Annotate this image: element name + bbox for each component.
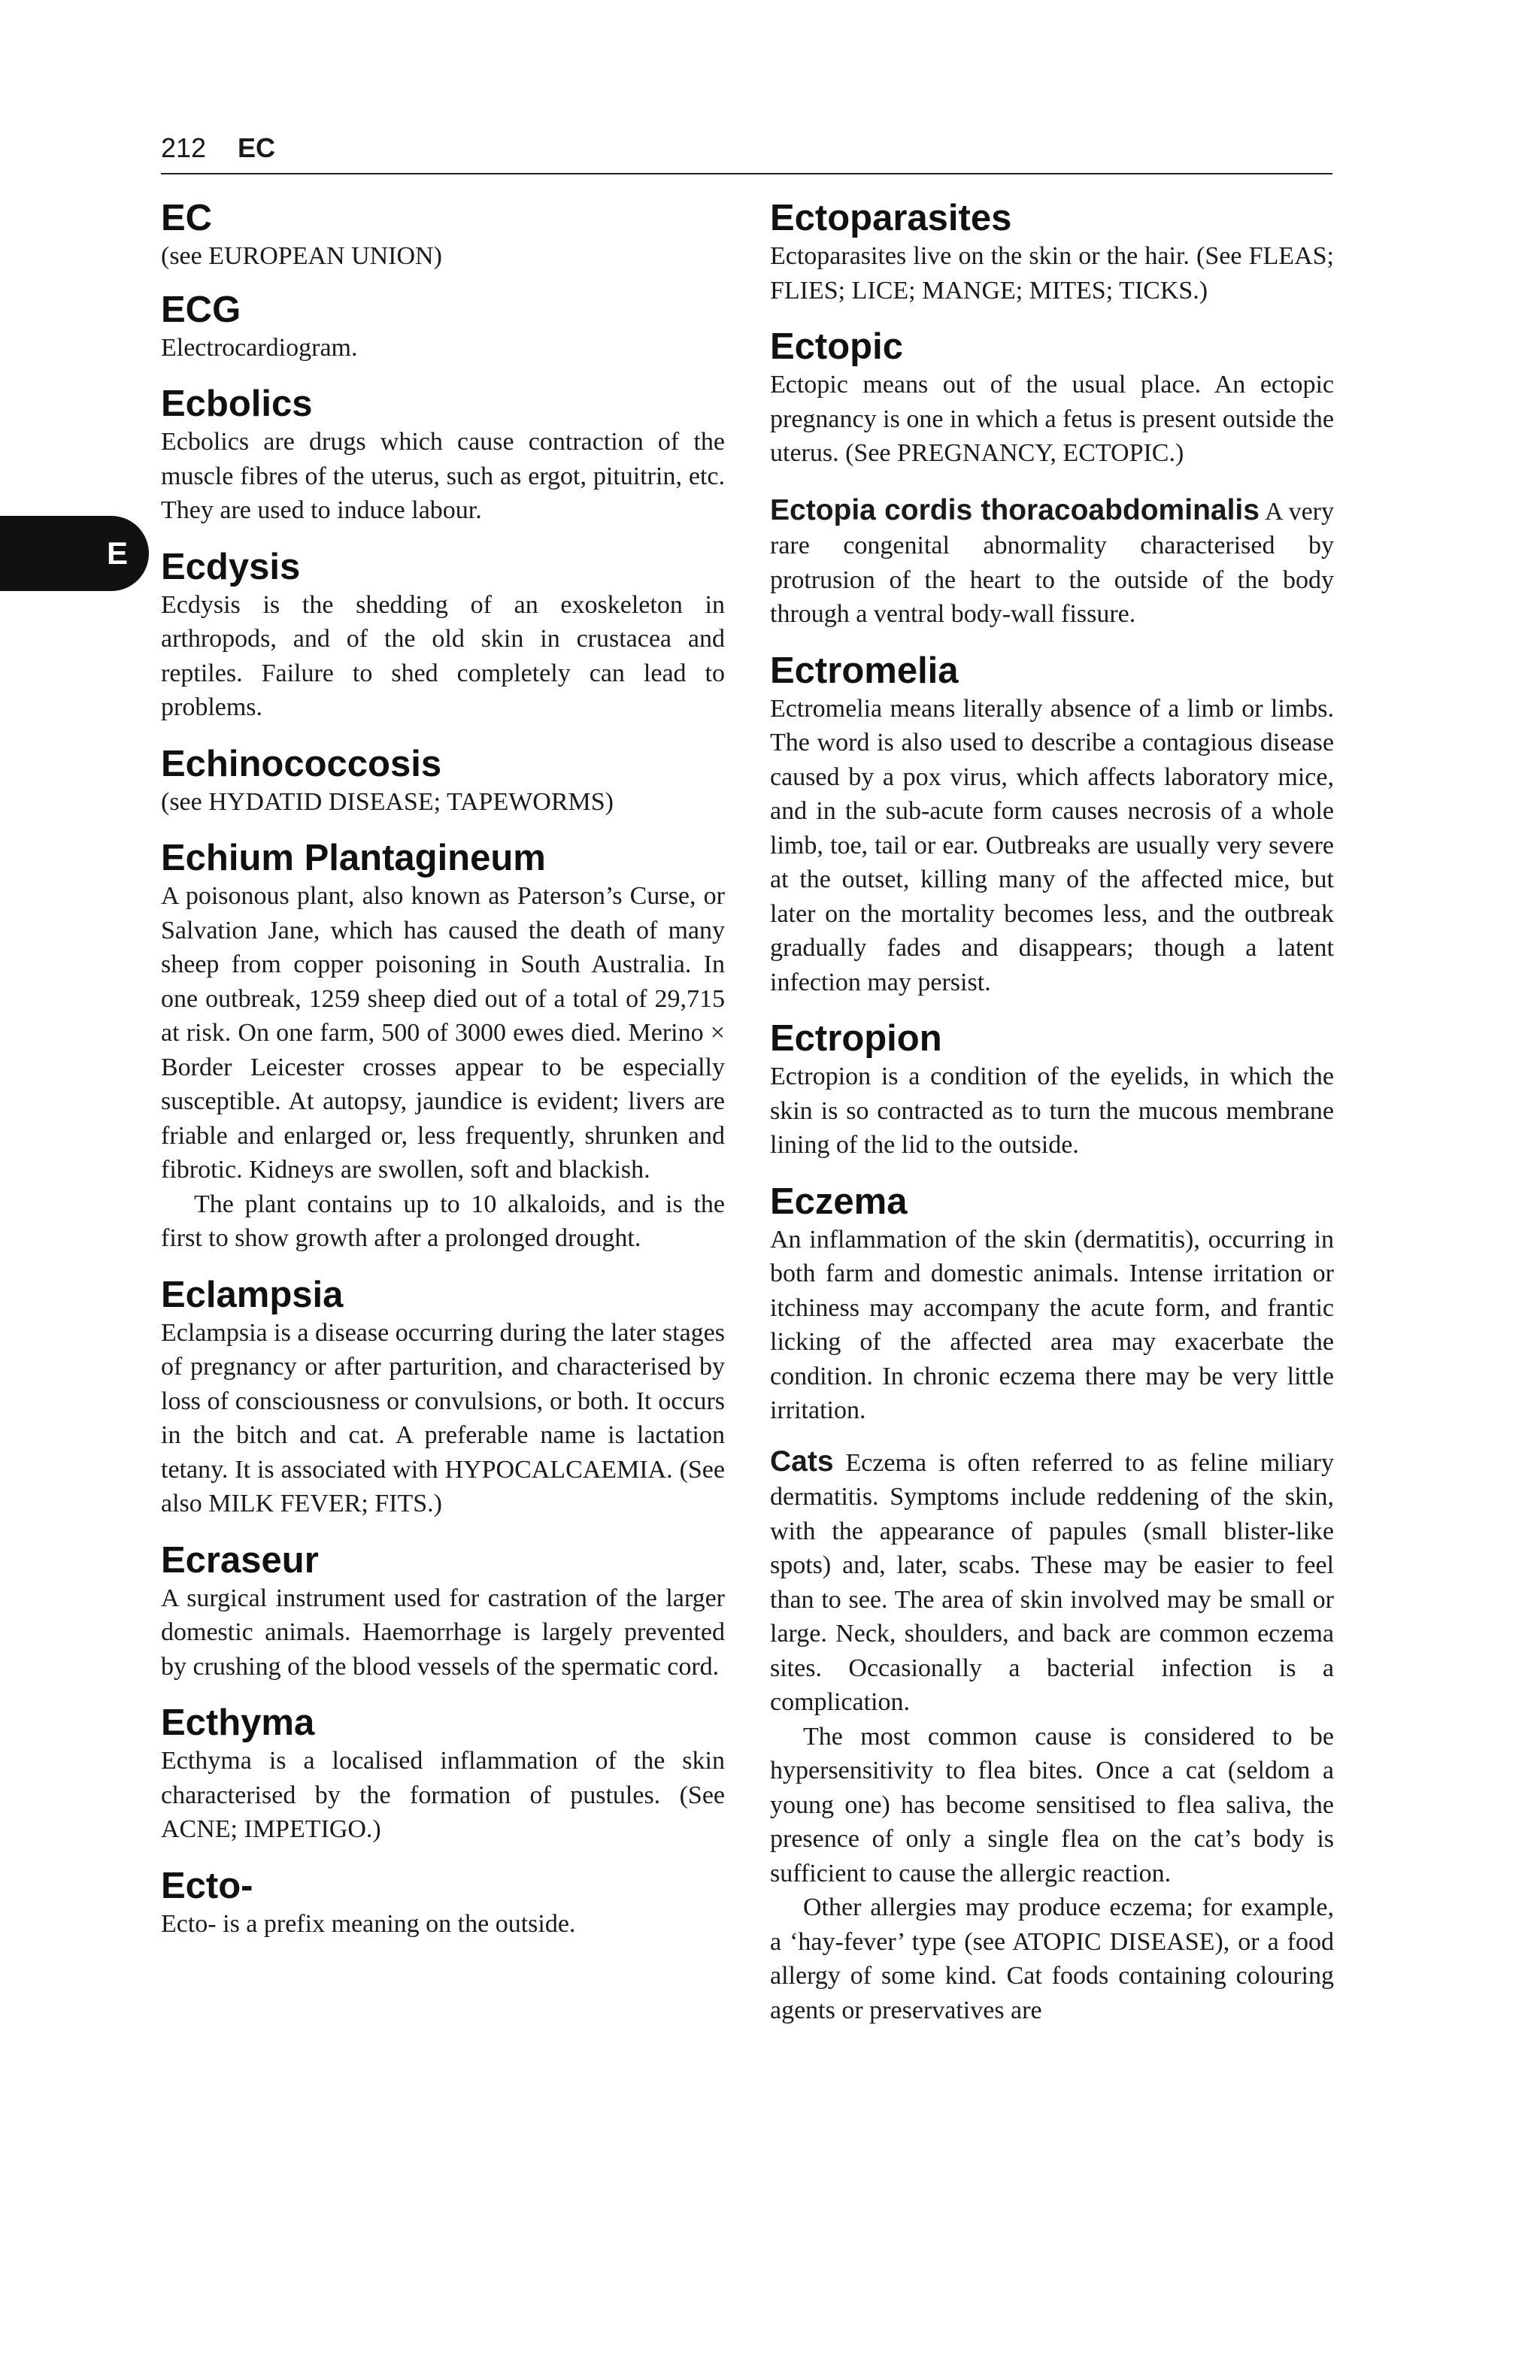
- entry-ectromelia: [770, 650, 1334, 1000]
- entry-echium-plantagineum: [161, 837, 725, 1256]
- entry-heading: Ecto-: [161, 1865, 253, 1906]
- entry-text: Ecdysis is the shedding of an exoskeleton in arthropods, and of the old skin in crustacea and reptiles. Failure to shed completely can lead to problems.: [161, 590, 725, 721]
- entry-text: Ectopic means out of the usual place. An ectopic pregnancy is one in which a fetus is present outside the uterus. (See PREGNANCY, ECTOPIC.): [770, 371, 1334, 467]
- entry-inline-text: A very rare congenital abnormality characterised by protrusion of the heart to the outside of the body through a ventral body-wall fissure.: [770, 497, 1335, 628]
- entry-eclampsia: [161, 1274, 725, 1521]
- entry-heading: Ectoparasites: [770, 198, 1012, 238]
- entry-inline-heading: Ectopia cordis thoracoabdominalis: [770, 493, 1260, 526]
- entry-heading: ECG: [161, 289, 241, 330]
- entry-ecbolics: [161, 383, 725, 528]
- entry-ecg: [161, 289, 725, 365]
- entry-heading: EC: [161, 198, 213, 238]
- entry-text: Other allergies may produce eczema; for example, a ‘hay-fever’ type (see ATOPIC DISEASE), or a food allergy of some kind. Cat foods containing colouring agents or preservatives are: [770, 1893, 1334, 2024]
- entry-text: (see EUROPEAN UNION): [161, 242, 442, 270]
- entry-heading: Ecbolics: [161, 384, 313, 424]
- entry-text: Ectromelia means literally absence of a limb or limbs. The word is also used to describe a contagious disease caused by a pox virus, which affects laboratory mice, and in the sub-acute form causes necrosis of a whole limb, toe, tail or ear. Outbreaks are usually very severe at the outset, killing many of the affected mice, but later on the mortality becomes less, and the outbreak gradually fades and disappears; though a latent infection may persist.: [770, 694, 1334, 996]
- running-header: [161, 126, 1332, 174]
- entry-text: Ecbolics are drugs which cause contraction of the muscle fibres of the uterus, such as ergot, pituitrin, etc. They are used to induce labour.: [161, 428, 725, 524]
- entry-echinococcosis: [161, 743, 725, 820]
- entry-heading: Eclampsia: [161, 1274, 344, 1315]
- entry-heading: Ectromelia: [770, 650, 959, 691]
- entry-ecthyma: [161, 1702, 725, 1847]
- entry-text: (see HYDATID DISEASE; TAPEWORMS): [161, 787, 614, 816]
- entry-heading: Ectopic: [770, 326, 903, 367]
- right-column: [770, 197, 1334, 2027]
- entry-text: Ecto- is a prefix meaning on the outside.: [161, 1909, 576, 1938]
- entry-text: The plant contains up to 10 alkaloids, and is the first to show growth after a prolonged drought.: [161, 1190, 725, 1252]
- entry-text: An inflammation of the skin (dermatitis), occurring in both farm and domestic animals. Intense irritation or itchiness may accompany the acute form, and frantic licking of the affected area may exacerbate the condition. In chronic eczema there may be very little irritation.: [770, 1225, 1334, 1424]
- entry-heading: Echinococcosis: [161, 743, 442, 784]
- entry-heading: Ecraseur: [161, 1539, 319, 1581]
- thumb-tab-letter: E: [106, 535, 128, 571]
- entry-subsection-cats: [770, 1445, 1334, 1720]
- entry-ectoparasites: [770, 197, 1334, 308]
- entry-ectopia-cordis: [770, 493, 1334, 632]
- entry-eczema: [770, 1181, 1334, 2028]
- entry-heading: Ectropion: [770, 1018, 942, 1059]
- entry-ecdysis: [161, 546, 725, 725]
- entry-text: [770, 493, 1334, 632]
- entry-text: Electrocardiogram.: [161, 333, 358, 362]
- entry-heading: Ecdysis: [161, 546, 301, 587]
- entry-ecraseur: [161, 1539, 725, 1684]
- entry-text: Ecthyma is a localised inflammation of the skin characterised by the formation of pustules. (See ACNE; IMPETIGO.): [161, 1747, 725, 1843]
- entry-ecto: [161, 1865, 725, 1942]
- subsection-label: Cats: [770, 1445, 834, 1478]
- entry-ectropion: [770, 1017, 1334, 1163]
- entry-heading: Echium Plantagineum: [161, 838, 546, 878]
- entry-text: A poisonous plant, also known as Paterson’s Curse, or Salvation Jane, which has caused the death of many sheep from copper poisoning in South Australia. In one outbreak, 1259 sheep died out of a total of 29,715 at risk. On one farm, 500 of 3000 ewes died. Merino × Border Leicester crosses appear to be especially susceptible. At autopsy, jaundice is evident; livers are friable and enlarged or, less frequently, shrunken and fibrotic. Kidneys are swollen, soft and blackish.: [161, 882, 725, 1184]
- entry-heading: Ecthyma: [161, 1702, 315, 1743]
- entry-text: Ectoparasites live on the skin or the hair. (See FLEAS; FLIES; LICE; MANGE; MITES; TICKS.): [770, 242, 1334, 305]
- entry-ectopic: [770, 326, 1334, 471]
- entry-text: Ectropion is a condition of the eyelids, in which the skin is so contracted as to turn the mucous membrane lining of the lid to the outside.: [770, 1063, 1334, 1159]
- entry-text: Eclampsia is a disease occurring during the later stages of pregnancy or after parturition, and characterised by loss of consciousness or convulsions, or both. It occurs in the bitch and cat. A preferable name is lactation tetany. It is associated with HYPOCALCAEMIA. (See also MILK FEVER; FITS.): [161, 1318, 725, 1517]
- section-headword: EC: [238, 132, 276, 163]
- left-column: [161, 197, 725, 1941]
- entry-ec: [161, 197, 725, 274]
- subsection-text: Eczema is often referred to as feline miliary dermatitis. Symptoms include reddening of the skin, with the appearance of papules (small blister-like spots) and, later, scabs. These may be easier to feel than to see. The area of skin involved may be small or large. Neck, shoulders, and back are common eczema sites. Occasionally a bacterial infection is a complication.: [770, 1448, 1335, 1716]
- page-number: 212: [161, 132, 207, 163]
- entry-text: A surgical instrument used for castration of the larger domestic animals. Haemorrhage is largely prevented by crushing of the blood vessels of the spermatic cord.: [161, 1584, 725, 1681]
- entry-text: The most common cause is considered to be hypersensitivity to flea bites. Once a cat (seldom a young one) has become sensitised to flea saliva, the presence of only a single flea on the cat’s body is sufficient to cause the allergic reaction.: [770, 1722, 1334, 1887]
- entry-heading: Eczema: [770, 1181, 908, 1222]
- alphabet-thumb-tab: [0, 516, 149, 591]
